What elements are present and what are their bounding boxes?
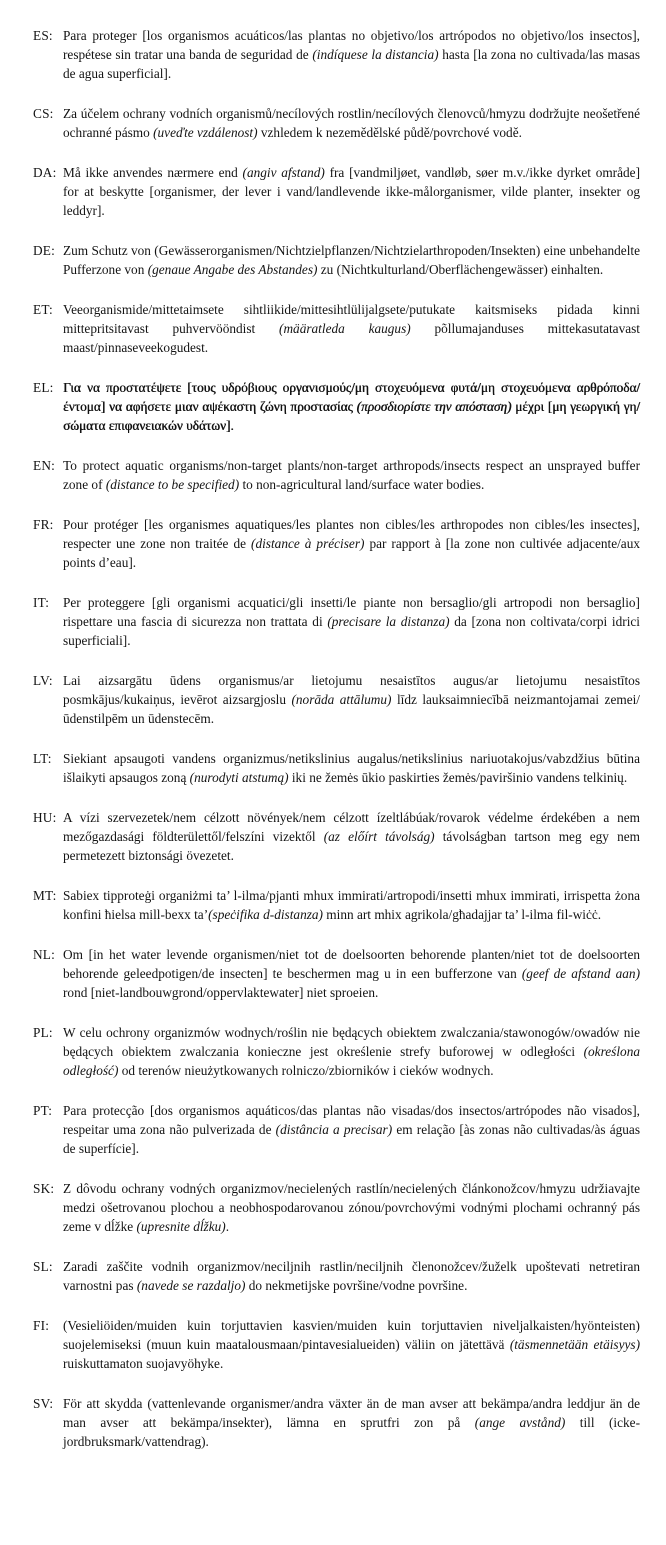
distance-placeholder-italic: (nurodyti atstumą) xyxy=(189,770,289,785)
text-segment: Sabiex tipproteġi organiżmi ta’ l-ilma/pjanti mhux immirati/artropodi/insetti mhux immirati, irrispetta żona konfini ħielsa mill-bexx ta’ xyxy=(63,888,640,922)
language-code-label: SK: xyxy=(33,1181,55,1196)
text-segment: par rapport à [la zone non cultivée adjacente/aux points d’eau]. xyxy=(63,536,640,570)
phrase-text xyxy=(63,26,640,83)
text-segment: W celu ochrony organizmów wodnych/roślin nie będących obiektem zwalczania/stawonogów/owadów nie będących obiektem zwalczania konieczne jest określenie strefy buforowej w odległości xyxy=(63,1025,640,1059)
text-segment: fra [vandmiljøet, vandløb, søer m.v./ikke dyrket område] for at beskytte [organismer, der lever i vand/landlevende ikke-målorganismer, vilde planter, insekter og leddyr]. xyxy=(63,165,640,218)
phrase-row xyxy=(33,1257,640,1295)
phrase-row xyxy=(33,808,640,865)
phrase-row xyxy=(33,886,640,924)
text-segment: do nekmetijske površine/vodne površine. xyxy=(245,1278,468,1293)
language-code-label: HU: xyxy=(33,810,57,825)
language-code-label: EL: xyxy=(33,380,54,395)
text-segment: . xyxy=(225,1219,230,1234)
language-code-label: EN: xyxy=(33,458,56,473)
language-code-label: DA: xyxy=(33,165,57,180)
phrase-text xyxy=(63,886,640,924)
phrase-text xyxy=(63,515,640,572)
phrase-row xyxy=(33,749,640,787)
text-segment: μέχρι [μη γεωργική γη/σώματα επιφανειακών υδάτων]. xyxy=(63,399,640,433)
phrase-row xyxy=(33,515,640,572)
distance-placeholder-italic: (navede se razdaljo) xyxy=(136,1278,246,1293)
phrase-list xyxy=(33,26,640,1451)
phrase-text xyxy=(63,593,640,650)
text-segment: Må ikke anvendes nærmere end xyxy=(63,165,243,180)
phrase-text xyxy=(63,1316,640,1373)
distance-placeholder-italic: (uveďte vzdálenost) xyxy=(153,125,258,140)
distance-placeholder-italic: (angiv afstand) xyxy=(242,165,325,180)
language-code-label: DE: xyxy=(33,243,56,258)
language-code-label: LV: xyxy=(33,673,53,688)
text-segment: Om [in het water levende organismen/niet tot de doelsoorten behorende planten/niet tot de doelsoorten behorende geleedpotigen/de insecten] te beschermen mag u in een bufferzone van xyxy=(63,947,640,981)
text-segment: iki ne žemės ūkio paskirties žemės/paviršinio vandens telkinių. xyxy=(288,770,628,785)
text-segment: távolságban tartson meg egy nem permetezett biztonsági övezetet. xyxy=(63,829,640,863)
phrase-text xyxy=(63,378,640,435)
phrase-row xyxy=(33,593,640,650)
text-segment: För att skydda (vattenlevande organismer/andra växter än de man avser att bekämpa/andra leddjur än de man avser att bekämpa/insekter), lämna en sprutfri zon på xyxy=(63,1396,640,1430)
text-segment: da [zona non coltivata/corpi idrici superficiali]. xyxy=(63,614,640,648)
text-segment: Lai aizsargātu ūdens organismus/ar lietojumu nesaistītos augus/ar lietojumu nesaistītos posmkājus/kukaiņus, ievērot aizsargjoslu xyxy=(63,673,640,707)
language-code-label: NL: xyxy=(33,947,56,962)
text-segment: Para protecção [dos organismos aquáticos/das plantas não visadas/dos insectos/artrópodes não visados], respeitar uma zona não pulverizada de xyxy=(63,1103,640,1137)
distance-placeholder-italic: (määratleda kaugus) xyxy=(279,321,411,336)
phrase-row xyxy=(33,945,640,1002)
text-segment: em relação [às zonas não cultivadas/às águas de superfície]. xyxy=(63,1122,641,1156)
distance-placeholder-italic: (genaue Angabe des Abstandes) xyxy=(147,262,318,277)
phrase-text xyxy=(63,749,640,787)
phrase-row xyxy=(33,104,640,142)
phrase-row xyxy=(33,456,640,494)
text-segment: zu (Nichtkulturland/Oberflächengewässer) einhalten. xyxy=(317,262,604,277)
distance-placeholder-italic: (distance to be specified) xyxy=(105,477,240,492)
phrase-row xyxy=(33,1316,640,1373)
phrase-text xyxy=(63,1257,640,1295)
text-segment: Veeorganismide/mittetaimsete sihtliikide/mittesihtlülijalgsete/putukate kaitsmiseks pidada kinni mittepritsitavast puhvervööndist xyxy=(63,302,640,336)
text-segment: to non-agricultural land/surface water bodies. xyxy=(239,477,485,492)
text-segment: minn art mhix agrikola/għadajjar ta’ l-ilma fil-wiċċ. xyxy=(322,907,602,922)
distance-placeholder-italic: (distância a precisar) xyxy=(275,1122,393,1137)
text-segment: To protect aquatic organisms/non-target plants/non-target arthropods/insects respect an unsprayed buffer zone of xyxy=(63,458,640,492)
distance-placeholder-italic: (norāda attālumu) xyxy=(291,692,392,707)
phrase-text xyxy=(63,456,640,494)
language-code-label: FI: xyxy=(33,1318,50,1333)
distance-placeholder-italic: (speċifika d-distanza) xyxy=(208,907,323,922)
text-segment: A vízi szervezetek/nem célzott növények/nem célzott ízeltlábúak/rovarok védelme érdekében a nem mezőgazdasági földterülettől/felszíni vizektől xyxy=(63,810,640,844)
text-segment: Per proteggere [gli organismi acquatici/gli insetti/le piante non bersaglio/gli artropodi non bersaglio] rispettare una fascia di sicurezza non trattata di xyxy=(63,595,640,629)
phrase-row xyxy=(33,1023,640,1080)
text-segment: Zaradi zaščite vodnih organizmov/neciljnih rastlin/neciljnih členonožcev/žuželk upoštevati netretiran varnostni pas xyxy=(63,1259,640,1293)
text-segment: Pour protéger [les organismes aquatiques/les plantes non cibles/les arthropodes non cibles/les insectes], respecter une zone non traitée de xyxy=(63,517,640,551)
phrase-text xyxy=(63,945,640,1002)
language-code-label: SV: xyxy=(33,1396,54,1411)
phrase-text xyxy=(63,1023,640,1080)
distance-placeholder-italic: (upresnite dĺžku) xyxy=(136,1219,226,1234)
distance-placeholder-italic: (az előírt távolság) xyxy=(323,829,435,844)
text-segment: Z dôvodu ochrany vodných organizmov/necielených rastlín/necielených článkonožcov/hmyzu udržiavajte medzi ošetrovanou plochou a neobhospodarovanou zónou/povrchovými vodnými plochami ochranný pás zeme v dĺžke xyxy=(63,1181,640,1234)
phrase-text xyxy=(63,104,640,142)
distance-placeholder-italic: (geef de afstand aan) xyxy=(521,966,640,981)
phrase-row xyxy=(33,163,640,220)
phrase-text xyxy=(63,1394,640,1451)
phrase-text xyxy=(63,808,640,865)
text-segment: põllumajanduses mittekasutatavast maast/pinnaseveekogudest. xyxy=(63,321,640,355)
phrase-text xyxy=(63,163,640,220)
text-segment: (Vesieliöiden/muiden kuin torjuttavien kasvien/muiden kuin torjuttavien niveljalkaisten/hyönteisten) suojelemiseksi (muun kuin maatalousmaan/pintavesialueiden) väliin on jätettävä xyxy=(63,1318,640,1352)
phrase-row xyxy=(33,671,640,728)
text-segment: ruiskuttamaton suojavyöhyke. xyxy=(63,1356,224,1371)
distance-placeholder-italic: (täsmennetään etäisyys) xyxy=(509,1337,641,1352)
language-code-label: MT: xyxy=(33,888,57,903)
phrase-text xyxy=(63,1179,640,1236)
phrase-text xyxy=(63,300,640,357)
phrase-text xyxy=(63,1101,640,1158)
phrase-row xyxy=(33,1179,640,1236)
language-code-label: CS: xyxy=(33,106,54,121)
phrase-row xyxy=(33,26,640,83)
language-code-label: PT: xyxy=(33,1103,53,1118)
text-segment: Siekiant apsaugoti vandens organizmus/netikslinius augalus/netikslinius nariuotakojus/vabzdžius būtina išlaikyti apsaugos zoną xyxy=(63,751,640,785)
language-code-label: SL: xyxy=(33,1259,53,1274)
text-segment: till (icke-jordbruksmark/vattendrag). xyxy=(63,1415,640,1449)
text-segment: Για να προστατέψετε [τους υδρόβιους οργανισμούς/μη στοχευόμενα φυτά/μη στοχευόμενα αρθρόποδα/έντομα] να αφήσετε μιαν αψέκαστη ζώνη προστασίας xyxy=(63,380,640,414)
phrase-row xyxy=(33,1101,640,1158)
phrase-row xyxy=(33,241,640,279)
phrase-row xyxy=(33,300,640,357)
distance-placeholder-italic: (indíquese la distancia) xyxy=(312,47,439,62)
text-segment: Zum Schutz von (Gewässerorganismen/Nichtzielpflanzen/Nichtzielarthropoden/Insekten) eine unbehandelte Pufferzone von xyxy=(63,243,640,277)
language-code-label: IT: xyxy=(33,595,50,610)
language-code-label: ET: xyxy=(33,302,53,317)
phrase-text xyxy=(63,241,640,279)
text-segment: rond [niet-landbouwgrond/oppervlaktewater] niet sproeien. xyxy=(63,985,379,1000)
language-code-label: ES: xyxy=(33,28,53,43)
distance-placeholder-italic: (distance à préciser) xyxy=(251,536,365,551)
text-segment: Za účelem ochrany vodních organismů/necílových rostlin/necílových členovců/hmyzu dodržujte neošetřené ochranné pásmo xyxy=(63,106,640,140)
phrase-text xyxy=(63,671,640,728)
distance-placeholder-italic: (ange avstånd) xyxy=(474,1415,566,1430)
phrase-row xyxy=(33,378,640,435)
text-segment: Para proteger [los organismos acuáticos/las plantas no objetivo/los artrópodos no objetivo/los insectos], respétese sin tratar una banda de seguridad de xyxy=(63,28,640,62)
text-segment: līdz lauksaimniecībā neizmantojamai zemei/ūdenstilpēm un ūdenstecēm. xyxy=(63,692,640,726)
text-segment: vzhledem k nezemědělské půdě/povrchové vodě. xyxy=(257,125,522,140)
text-segment: hasta [la zona no cultivada/las masas de agua superficial]. xyxy=(63,47,641,81)
distance-placeholder-italic: (określona odległość) xyxy=(63,1044,640,1078)
phrase-row xyxy=(33,1394,640,1451)
distance-placeholder-italic: (precisare la distanza) xyxy=(327,614,450,629)
language-code-label: FR: xyxy=(33,517,54,532)
text-segment: od terenów nieużytkowanych rolniczo/zbiorników i cieków wodnych. xyxy=(118,1063,494,1078)
language-code-label: PL: xyxy=(33,1025,53,1040)
distance-placeholder-italic: (προσδιορίστε την απόσταση) xyxy=(356,399,512,414)
language-code-label: LT: xyxy=(33,751,52,766)
